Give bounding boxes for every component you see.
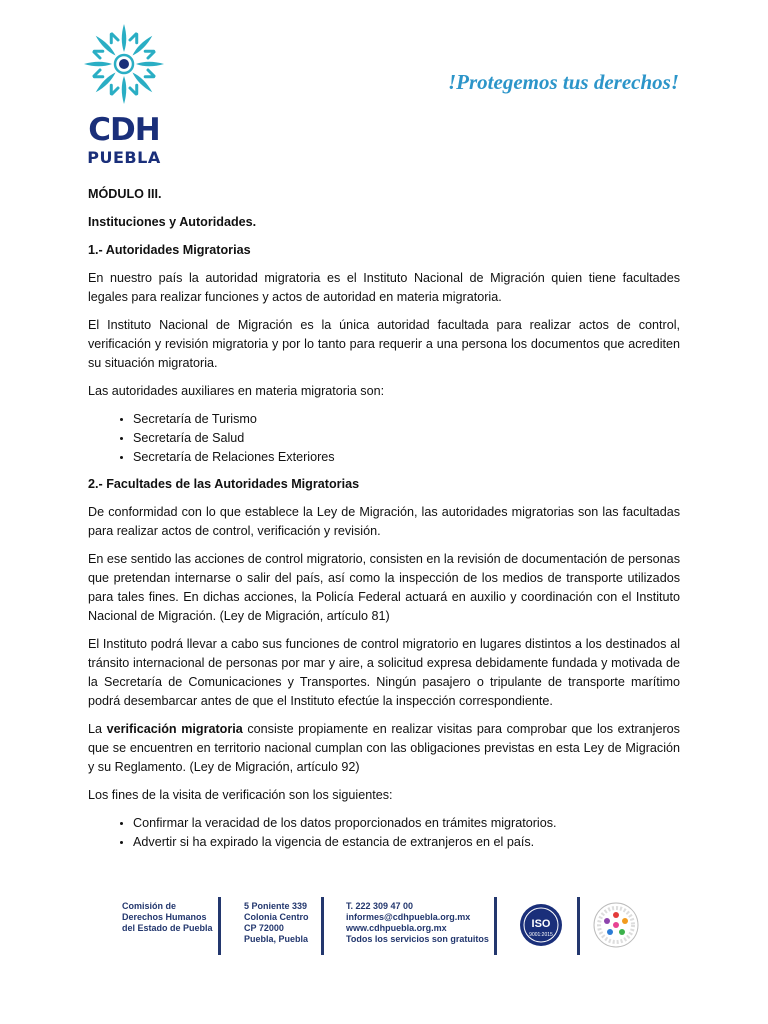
paragraph: En nuestro país la autoridad migratoria es el Instituto Nacional de Migración quien tiene facultades legales para realizar funciones y actos de autoridad en materia migratoria. (88, 271, 680, 304)
list-item: • Secretaría de Salud (133, 429, 680, 448)
document-body (88, 185, 680, 860)
heading-faculties: 2.- Facultades de las Autoridades Migratorias (88, 477, 360, 491)
footer-divider (321, 897, 324, 955)
footer-org (122, 901, 213, 934)
paragraph: De conformidad con lo que establece la Ley de Migración, las autoridades migratorias son las facultadas para realizar actos de control, verificación y revisión. (88, 505, 680, 538)
footer-line: Derechos Humanos (122, 912, 207, 922)
footer-line: CP 72000 (244, 923, 284, 933)
logo-subtext: PUEBLA (87, 148, 161, 167)
footer-line: Puebla, Puebla (244, 934, 309, 944)
verification-purposes-list (88, 814, 680, 852)
list-item: • Secretaría de Relaciones Exteriores (133, 448, 680, 467)
cdh-logo (80, 18, 168, 168)
paragraph: Los fines de la visita de verificación son los siguientes: (88, 788, 393, 802)
footer-contact (346, 901, 489, 945)
phone-number: T. 222 309 47 00 (346, 901, 414, 911)
paragraph: En ese sentido las acciones de control migratorio, consisten en la revisión de documentación de personas que pretendan internarse o salir del país, así como la inspección de los medios de transporte utilizados para tales fines. En dichas acciones, la Policía Federal actuará en auxilio y coordinación con el Instituto Nacional de Migración. (Ley de Migración, artículo 81) (88, 552, 680, 623)
paragraph: Las autoridades auxiliares en materia migratoria son: (88, 384, 385, 398)
list-item: • Confirmar la veracidad de los datos proporcionados en trámites migratorios. (133, 814, 680, 833)
footer-line: del Estado de Puebla (122, 923, 213, 933)
section-title: Instituciones y Autoridades. (88, 215, 257, 229)
heading-authorities: 1.- Autoridades Migratorias (88, 243, 251, 257)
list-item: • Secretaría de Turismo (133, 410, 680, 429)
paragraph: El Instituto podrá llevar a cabo sus funciones de control migratorio en lugares distintos a los destinados al tránsito internacional de personas por mar y aire, a solicitud expresa debidamente fundada y motivada de la Secretaría de Comunicaciones y Transportes. Ningún pasajero o tripulante de transporte marítimo podrá desembarcar antes de que el Instituto efectúe la inspección correspondiente. (88, 637, 680, 708)
logo-wordmark: CDH (88, 112, 160, 148)
bold-term: verificación migratoria (106, 722, 243, 736)
module-heading: MÓDULO III. (88, 187, 162, 201)
iso-certification-icon (519, 903, 563, 947)
footer-line: Todos los servicios son gratuitos (346, 934, 489, 944)
sun-emblem-icon (80, 18, 168, 110)
list-item: • Advertir si ha expirado la vigencia de estancia de extranjeros en el país. (133, 833, 680, 852)
email-link[interactable]: informes@cdhpuebla.org.mx (346, 912, 471, 922)
footer (110, 893, 650, 957)
footer-line: Colonia Centro (244, 912, 309, 922)
footer-line: 5 Poniente 339 (244, 901, 308, 911)
paragraph: El Instituto Nacional de Migración es la única autoridad facultada para realizar actos de control, verificación y revisión migratoria y por lo tanto para requerir a una persona los documentos que acrediten su situación migratoria. (88, 318, 680, 370)
footer-divider (577, 897, 580, 955)
slogan: !Protegemos tus derechos! (448, 70, 679, 94)
text-run: La (88, 722, 107, 736)
gender-equality-seal-icon (592, 901, 640, 949)
text-run: consiste propiamente en realizar visitas para comprobar que los extranjeros que se encuentren en territorio nacional cumplan con las obligaciones previstas en esta Ley de Migración y su Reglamento. (Ley de Migración, artículo 92) (88, 722, 680, 774)
footer-address (244, 901, 309, 945)
footer-divider (218, 897, 221, 955)
footer-divider (494, 897, 497, 955)
paragraph-verification (88, 720, 680, 777)
footer-line: Comisión de (122, 901, 177, 911)
iso-number: 9001:2015 (529, 932, 553, 938)
website-link[interactable]: www.cdhpuebla.org.mx (346, 923, 447, 933)
auxiliary-authorities-list (88, 410, 680, 467)
iso-label: ISO (531, 918, 551, 930)
